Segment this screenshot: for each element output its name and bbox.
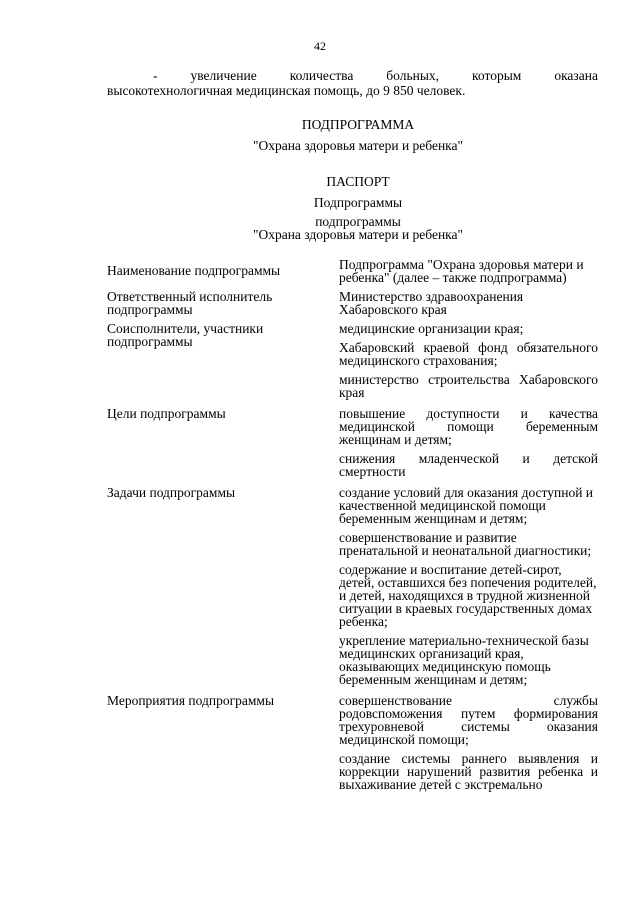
row-label: Ответственный исполнитель подпрограммы [107, 289, 273, 317]
passport-row-measures [107, 694, 598, 797]
page-number: 42 [314, 39, 326, 53]
row-value: медицинские организации края; [339, 321, 524, 336]
passport-row-tasks [107, 486, 598, 692]
intro-bullet: - [153, 68, 158, 83]
passport-row-responsible [107, 290, 598, 322]
row-value: министерство строительства Хабаровского края [339, 372, 598, 400]
row-label: Задачи подпрограммы [107, 485, 236, 500]
subprogram-title: ПОДПРОГРАММА [301, 117, 415, 132]
subprogram-name: "Охрана здоровья матери и ребенка" [252, 138, 464, 153]
row-values [339, 694, 598, 797]
row-value: Министерство здравоохранения Хабаровского края [339, 289, 524, 317]
passport-row-name [107, 258, 598, 290]
row-values [339, 486, 598, 692]
row-value: повышение доступности и качества медицинской помощи беременным женщинам и детям; [339, 406, 598, 447]
row-value: укрепление материально-технической базы медицинских организаций края, оказывающих медицинскую помощь беременным женщинам и детям; [339, 633, 589, 687]
passport-subtitle: Подпрограммы [313, 195, 403, 210]
row-value: содержание и воспитание детей-сирот, детей, оставшихся без попечения родителей, и детей, находящихся в трудной жизненной ситуации в краевых государственных домах ребенка; [339, 562, 597, 629]
intro-word: оказана [554, 68, 598, 83]
passport-row-goals [107, 407, 598, 484]
intro-line-2: высокотехнологичная медицинская помощь, до 9 850 человек. [107, 83, 466, 98]
row-values [339, 290, 598, 322]
intro-word: больных, [386, 68, 440, 83]
passport-subtitle-2: подпрограммы [315, 214, 401, 229]
row-values [339, 322, 598, 405]
intro-word: увеличение [190, 68, 257, 83]
row-values [339, 258, 598, 290]
intro-word: которым [472, 68, 522, 83]
row-label: Цели подпрограммы [107, 406, 226, 421]
row-value: снижения младенческой и детской смертности [339, 451, 598, 479]
row-value: совершенствование службы родовспоможения путем формирования трехуровневой системы оказания медицинской помощи; [339, 693, 598, 747]
row-value: создание системы раннего выявления и коррекции нарушений развития ребенка и выхаживание детей с экстремально [339, 751, 598, 792]
row-label: Наименование подпрограммы [107, 263, 281, 278]
passport-row-coexecutors [107, 322, 598, 405]
passport-title: ПАСПОРТ [326, 174, 390, 189]
intro-paragraph [107, 69, 598, 97]
row-value: Подпрограмма "Охрана здоровья матери и ребенка" (далее – также подпрограмма) [339, 257, 584, 285]
intro-word: количества [289, 68, 354, 83]
row-value: Хабаровский краевой фонд обязательного медицинского страхования; [339, 340, 598, 368]
passport-table [107, 258, 598, 797]
passport-name: "Охрана здоровья матери и ребенка" [252, 227, 464, 242]
row-label: Мероприятия подпрограммы [107, 693, 275, 708]
intro-line-1 [107, 69, 598, 82]
row-label: Соисполнители, участники подпрограммы [107, 321, 264, 349]
row-values [339, 407, 598, 484]
row-value: создание условий для оказания доступной и качественной медицинской помощи беременным женщинам и детям; [339, 485, 594, 526]
row-value: совершенствование и развитие пренатальной и неонатальной диагностики; [339, 530, 592, 558]
